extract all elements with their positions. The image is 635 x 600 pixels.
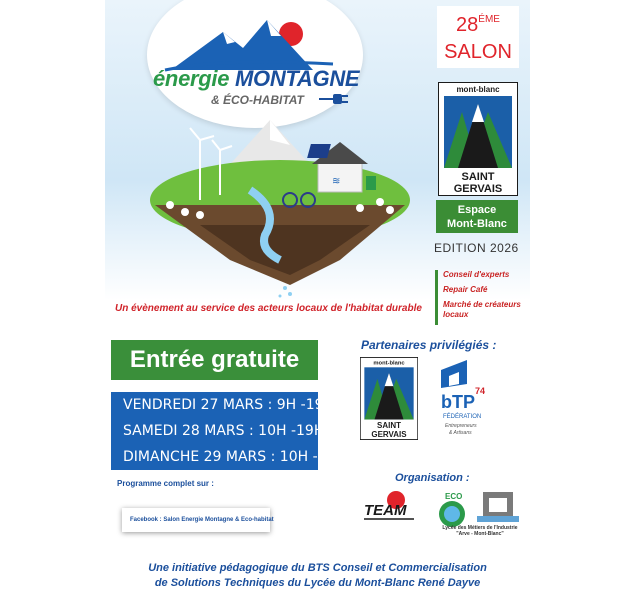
service-item: Marché de créateurs locaux <box>443 300 521 319</box>
initiative-text <box>105 561 530 591</box>
lycee-caption <box>435 525 525 537</box>
program-label: Programme complet sur : <box>117 479 214 488</box>
btp-sub1: Entrepreneurs <box>445 423 477 429</box>
venue-line1: Espace <box>457 204 497 216</box>
brand-title-part1: énergie <box>153 66 230 91</box>
lycee-logo <box>477 490 519 524</box>
service-item: Conseil d'experts <box>443 270 510 279</box>
mountain-logo-icon <box>163 14 353 74</box>
tagline: Un évènement au service des acteurs locaux de l'habitat durable <box>115 303 422 314</box>
lycee-line2: "Arve - Mont-Blanc" <box>456 531 504 537</box>
svg-text:≋: ≋ <box>332 176 341 187</box>
btp-number: 74 <box>475 386 486 396</box>
salon-edition-box <box>437 6 519 68</box>
services-list <box>435 270 525 325</box>
eco-logo-text: ECO <box>445 492 463 501</box>
partner-sg-top: mont-blanc <box>373 360 405 367</box>
event-poster <box>105 0 530 600</box>
free-entry-banner: Entrée gratuite <box>111 340 318 380</box>
partner-sg-line2: GERVAIS <box>371 429 407 439</box>
btp-federation: FÉDÉRATION <box>443 414 482 420</box>
btp-name: bTP <box>441 392 475 412</box>
partner-saint-gervais-logo <box>360 357 418 440</box>
salon-number-suffix: ÉME <box>478 14 500 25</box>
facebook-link[interactable]: Facebook : Salon Energie Montagne & Eco-habitat <box>122 508 270 532</box>
date-line: VENDREDI 27 MARS : 9H -19H <box>123 397 335 413</box>
partner-sg-line1: SAINT <box>377 421 401 431</box>
edition-year: EDITION 2026 <box>434 241 519 255</box>
btp-sub2: & Artisans <box>449 430 472 436</box>
salon-word: SALON <box>444 41 512 63</box>
brand-title-part2: MONTAGNE <box>234 66 360 91</box>
partners-title: Partenaires privilégiés : <box>361 338 497 352</box>
team-logo-text: TEAM <box>364 502 407 519</box>
plug-icon <box>319 92 349 106</box>
initiative-line1: Une initiative pédagogique du BTS Conseil et Commercialisation <box>148 562 487 574</box>
brand-subtitle: & ÉCO-HABITAT <box>211 93 304 107</box>
initiative-line2: de Solutions Techniques du Lycée du Mont-Blanc René Dayve <box>154 577 481 589</box>
eco-island-illustration <box>140 110 430 300</box>
team-logo <box>360 488 418 524</box>
date-line: SAMEDI 28 MARS : 10H -19H <box>123 423 325 439</box>
salon-number-value: 28 <box>456 14 479 36</box>
date-line: DIMANCHE 29 MARS : 10H -17H <box>123 449 346 465</box>
btp74-logo <box>435 356 497 441</box>
sg-logo-line1: SAINT <box>461 171 495 183</box>
salon-number <box>437 6 519 39</box>
brand-title <box>153 66 359 92</box>
lycee-line1: Lycée des Métiers de l'Industrie <box>442 525 518 531</box>
organisation-title: Organisation : <box>395 472 470 484</box>
dates-box <box>111 392 346 470</box>
sg-logo-line2: GERVAIS <box>453 183 503 195</box>
venue-line2: Mont-Blanc <box>447 218 507 230</box>
sg-logo-top: mont-blanc <box>456 85 500 94</box>
saint-gervais-logo <box>438 82 518 196</box>
service-item: Repair Café <box>443 285 488 294</box>
venue-box <box>436 200 518 233</box>
